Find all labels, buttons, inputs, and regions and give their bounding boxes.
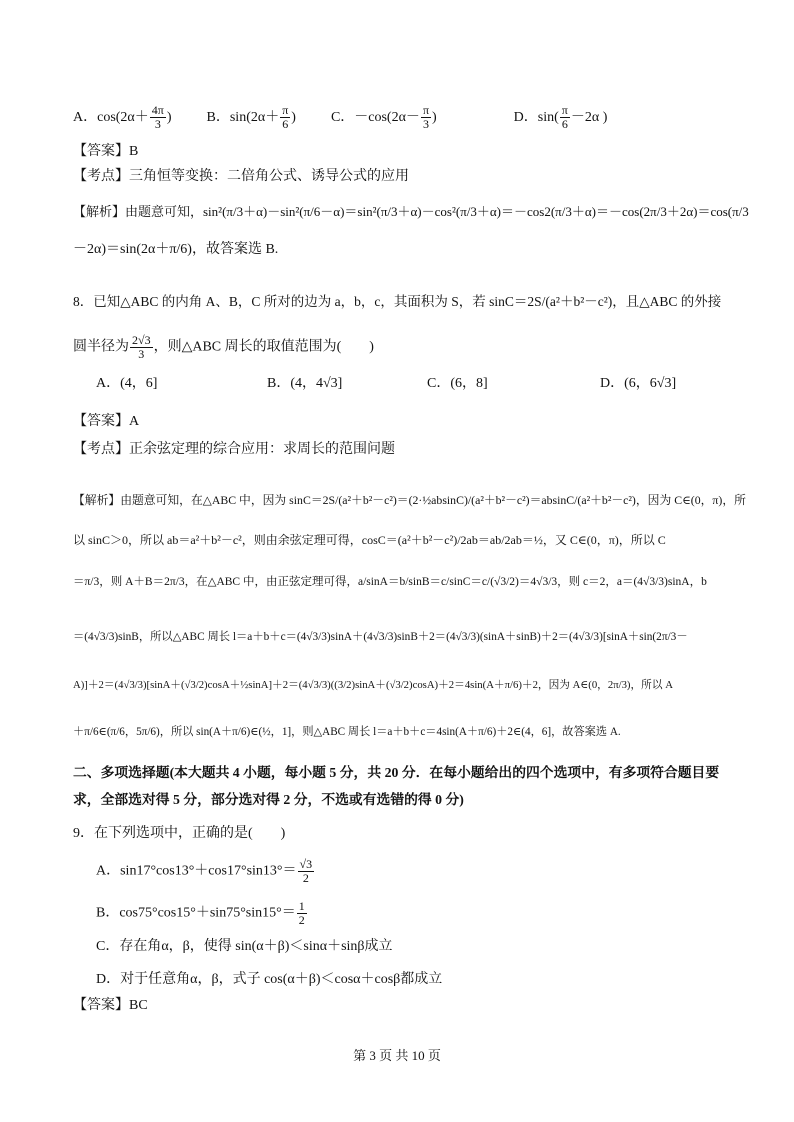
q8-jiexi-line1: 【解析】由题意可知，在△ABC 中，因为 sinC＝2S/(a²＋b²－c²)＝(2·½absinC)/(a²＋b²－c²)＝absinC/(a²＋b²－c²)，因为 C∈(0，π)，所	[73, 493, 746, 507]
q8-stem-line2: 圆半径为 $\frac{2√3}{3}$ ，则△ABC 周长的取值范围为( )	[73, 333, 374, 361]
q8-jiexi-line4: ＝(4√3/3)sinB，所以△ABC 周长 l＝a＋b＋c＝(4√3/3)sinA＋(4√3/3)sinB＋2＝(4√3/3)(sinA＋sinB)＋2＝(4√3/3)[sinA＋sin(2π/3－	[73, 631, 688, 643]
q8-stem-line1: 8．已知△ABC 的内角 A、B，C 所对的边为 a，b，c，其面积为 S，若 sinC＝2S/(a²＋b²－c²)，且△ABC 的外接	[73, 294, 722, 309]
q7-jiexi-line1: 【解析】由题意可知，sin²(π/3＋α)－sin²(π/6－α)＝sin²(π/3＋α)－cos²(π/3＋α)＝－cos2(π/3＋α)＝－cos(2π/3＋2α)＝cos(π/3	[73, 204, 749, 219]
q8-answer: 【答案】A	[73, 414, 140, 429]
q7-option-d: D．sin( $\frac{\pi}{6}$ －2α )	[513, 103, 608, 131]
q7-option-c: C．－cos(2α－ $\frac{\pi}{3}$ )	[330, 103, 437, 131]
q8-kaodian: 【考点】正余弦定理的综合应用：求周长的范围问题	[73, 442, 395, 457]
q8-option-a: A．(4，6]	[96, 376, 158, 391]
q7-jiexi-line2: －2α)＝sin(2α＋π/6)，故答案选 B.	[73, 242, 279, 257]
q7-option-b: B．sin(2α＋ $\frac{\pi}{6}$ )	[206, 103, 296, 131]
q8-option-b: B．(4，4√3]	[267, 376, 343, 391]
q7-option-a: A．cos(2α＋ $\frac{4\pi}{3}$ )	[73, 103, 172, 131]
q9-option-d: D．对于任意角α，β，式子 cos(α＋β)＜cosα＋cosβ都成立	[96, 972, 443, 987]
q7-answer: 【答案】B	[73, 144, 139, 159]
q8-jiexi-line3: ＝π/3，则 A＋B＝2π/3，在△ABC 中，由正弦定理可得，a/sinA＝b/sinB＝c/sinC＝c/(√3/2)＝4√3/3，则 c＝2，a＝(4√3/3)sinA，b	[73, 576, 707, 588]
q8-option-c: C．(6，8]	[427, 376, 488, 391]
q8-jiexi-line5: A)]＋2＝(4√3/3)[sinA＋(√3/2)cosA＋½sinA]＋2＝(4√3/3)((3/2)sinA＋(√3/2)cosA)＋2＝4sin(A＋π/6)＋2，因为 A∈(0，2π/3)，所以 A	[73, 679, 673, 691]
q9-answer: 【答案】BC	[73, 998, 148, 1013]
q7-kaodian: 【考点】三角恒等变换：二倍角公式、诱导公式的应用	[73, 169, 409, 184]
q8-jiexi-line6: ＋π/6∈(π/6，5π/6)，所以 sin(A＋π/6)∈(½，1]，则△ABC 周长 l＝a＋b＋c＝4sin(A＋π/6)＋2∈(4，6]，故答案选 A.	[73, 726, 621, 738]
page-footer: 第 3 页 共 10 页	[353, 1048, 441, 1063]
section2-title-line1: 二、多项选择题(本大题共 4 小题，每小题 5 分，共 20 分．在每小题给出的四个选项中，有多项符合题目要	[73, 765, 720, 780]
q9-option-b: B．cos75°cos15°＋sin75°sin15°＝ $\frac{1}{2}$	[96, 899, 305, 927]
q9-stem: 9．在下列选项中，正确的是( )	[73, 826, 286, 841]
q8-option-d: D．(6，6√3]	[600, 376, 677, 391]
section2-title-line2: 求，全部选对得 5 分，部分选对得 2 分，不选或有选错的得 0 分)	[73, 792, 464, 807]
q9-option-c: C．存在角α，β，使得 sin(α＋β)＜sinα＋sinβ成立	[96, 939, 393, 954]
q9-option-a: A．sin17°cos13°＋cos17°sin13°＝ $\frac{√3}{2}$	[96, 857, 313, 885]
q8-jiexi-line2: 以 sinC＞0，所以 ab＝a²＋b²－c²，则由余弦定理可得，cosC＝(a²＋b²－c²)/2ab＝ab/2ab＝½，又 C∈(0，π)，所以 C	[73, 533, 666, 547]
q7-options	[73, 104, 607, 131]
